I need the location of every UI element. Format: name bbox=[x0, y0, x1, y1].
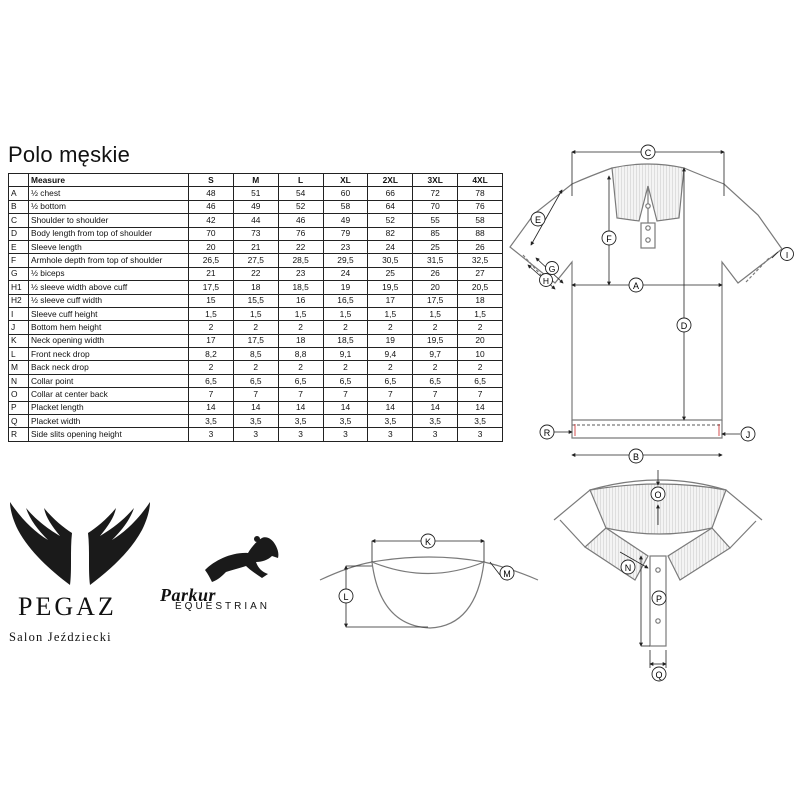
measure-name: ½ sleeve cuff width bbox=[29, 294, 189, 307]
measure-value: 7 bbox=[189, 388, 234, 401]
measure-value: 52 bbox=[278, 200, 323, 213]
measure-value: 31,5 bbox=[413, 254, 458, 267]
measure-name: Side slits opening height bbox=[29, 428, 189, 441]
svg-text:A: A bbox=[632, 281, 640, 291]
parkur-logo-subtitle: EQUESTRIAN bbox=[175, 601, 271, 612]
pegaz-wings-logo bbox=[10, 502, 150, 585]
measure-value: 73 bbox=[233, 227, 278, 240]
measure-value: 49 bbox=[323, 214, 368, 227]
measure-value: 19,5 bbox=[413, 334, 458, 347]
measure-value: 51 bbox=[233, 187, 278, 200]
measure-value: 29,5 bbox=[323, 254, 368, 267]
measure-name: Front neck drop bbox=[29, 348, 189, 361]
measure-value: 3,5 bbox=[413, 415, 458, 428]
measure-value: 18 bbox=[278, 334, 323, 347]
measure-name: ½ chest bbox=[29, 187, 189, 200]
measure-value: 55 bbox=[413, 214, 458, 227]
measure-value: 10 bbox=[458, 348, 503, 361]
measure-value: 1,5 bbox=[413, 307, 458, 320]
measure-value: 17 bbox=[189, 334, 234, 347]
measure-value: 22 bbox=[233, 267, 278, 280]
measure-value: 20 bbox=[189, 240, 234, 253]
diagram-label-r bbox=[540, 425, 554, 439]
header-size-xl: XL bbox=[323, 174, 368, 187]
diagram-label-p bbox=[652, 591, 666, 605]
measure-value: 82 bbox=[368, 227, 413, 240]
measure-value: 88 bbox=[458, 227, 503, 240]
header-size-2xl: 2XL bbox=[368, 174, 413, 187]
measure-code: M bbox=[9, 361, 29, 374]
measure-value: 70 bbox=[413, 200, 458, 213]
measure-value: 7 bbox=[233, 388, 278, 401]
measure-value: 6,5 bbox=[278, 374, 323, 387]
measure-value: 14 bbox=[368, 401, 413, 414]
measure-value: 58 bbox=[458, 214, 503, 227]
measure-value: 79 bbox=[323, 227, 368, 240]
measure-code: K bbox=[9, 334, 29, 347]
measure-code: E bbox=[9, 240, 29, 253]
measure-value: 2 bbox=[458, 361, 503, 374]
measure-value: 42 bbox=[189, 214, 234, 227]
measure-value: 2 bbox=[368, 321, 413, 334]
measure-value: 2 bbox=[233, 361, 278, 374]
diagram-label-a bbox=[629, 278, 643, 292]
measure-value: 2 bbox=[278, 361, 323, 374]
svg-text:I: I bbox=[785, 250, 789, 260]
measure-value: 8,2 bbox=[189, 348, 234, 361]
measure-value: 24 bbox=[368, 240, 413, 253]
measure-value: 14 bbox=[413, 401, 458, 414]
measure-code: A bbox=[9, 187, 29, 200]
svg-text:J: J bbox=[745, 430, 751, 440]
measure-value: 9,4 bbox=[368, 348, 413, 361]
measure-name: Sleeve cuff height bbox=[29, 307, 189, 320]
measure-value: 16 bbox=[278, 294, 323, 307]
diagram-label-q bbox=[652, 667, 666, 681]
measure-value: 48 bbox=[189, 187, 234, 200]
measure-value: 1,5 bbox=[368, 307, 413, 320]
parkur-horse-logo bbox=[205, 536, 278, 582]
measure-value: 2 bbox=[368, 361, 413, 374]
measure-value: 18,5 bbox=[323, 334, 368, 347]
pegaz-logo-text: PEGAZ bbox=[18, 592, 117, 621]
measure-value: 25 bbox=[413, 240, 458, 253]
measure-value: 14 bbox=[233, 401, 278, 414]
measure-value: 6,5 bbox=[233, 374, 278, 387]
measure-value: 2 bbox=[189, 361, 234, 374]
measure-code: I bbox=[9, 307, 29, 320]
measure-value: 14 bbox=[278, 401, 323, 414]
neckline-diagram bbox=[320, 541, 538, 628]
measure-value: 2 bbox=[413, 361, 458, 374]
measure-value: 1,5 bbox=[278, 307, 323, 320]
measure-value: 1,5 bbox=[323, 307, 368, 320]
measure-value: 17 bbox=[368, 294, 413, 307]
measure-value: 30,5 bbox=[368, 254, 413, 267]
measure-value: 20,5 bbox=[458, 281, 503, 294]
measure-value: 20 bbox=[458, 334, 503, 347]
measure-name: ½ biceps bbox=[29, 267, 189, 280]
measure-code: O bbox=[9, 388, 29, 401]
measure-value: 18,5 bbox=[278, 281, 323, 294]
svg-text:E: E bbox=[534, 215, 542, 225]
measure-value: 17,5 bbox=[413, 294, 458, 307]
measure-code: P bbox=[9, 401, 29, 414]
svg-text:M: M bbox=[503, 569, 511, 579]
measure-value: 72 bbox=[413, 187, 458, 200]
measure-value: 3,5 bbox=[189, 415, 234, 428]
polo-diagram bbox=[510, 164, 782, 438]
measure-value: 49 bbox=[233, 200, 278, 213]
measure-name: Armhole depth from top of shoulder bbox=[29, 254, 189, 267]
measure-name: Collar point bbox=[29, 374, 189, 387]
svg-text:P: P bbox=[655, 594, 663, 604]
measure-value: 6,5 bbox=[413, 374, 458, 387]
diagram-label-j bbox=[741, 427, 755, 441]
measure-value: 22 bbox=[278, 240, 323, 253]
measure-name: Bottom hem height bbox=[29, 321, 189, 334]
measure-value: 2 bbox=[189, 321, 234, 334]
measure-value: 1,5 bbox=[189, 307, 234, 320]
svg-text:H: H bbox=[542, 276, 550, 286]
header-size-s: S bbox=[189, 174, 234, 187]
diagram-label-e bbox=[531, 212, 545, 226]
measure-code: G bbox=[9, 267, 29, 280]
measure-value: 7 bbox=[278, 388, 323, 401]
measure-value: 3,5 bbox=[323, 415, 368, 428]
diagram-label-o bbox=[651, 487, 665, 501]
diagram-label-n bbox=[621, 560, 635, 574]
measure-value: 3,5 bbox=[278, 415, 323, 428]
header-size-l: L bbox=[278, 174, 323, 187]
svg-text:D: D bbox=[680, 321, 688, 331]
measure-name: Collar at center back bbox=[29, 388, 189, 401]
measure-value: 8,8 bbox=[278, 348, 323, 361]
diagram-label-d bbox=[677, 318, 691, 332]
measure-name: Neck opening width bbox=[29, 334, 189, 347]
measure-value: 2 bbox=[413, 321, 458, 334]
measure-value: 70 bbox=[189, 227, 234, 240]
measure-value: 46 bbox=[189, 200, 234, 213]
measure-value: 26 bbox=[458, 240, 503, 253]
measure-value: 60 bbox=[323, 187, 368, 200]
measure-code: H1 bbox=[9, 281, 29, 294]
measure-name: Placket width bbox=[29, 415, 189, 428]
measure-value: 76 bbox=[278, 227, 323, 240]
measure-value: 14 bbox=[189, 401, 234, 414]
measure-value: 15,5 bbox=[233, 294, 278, 307]
measure-code: J bbox=[9, 321, 29, 334]
header-size-3xl: 3XL bbox=[413, 174, 458, 187]
measure-value: 54 bbox=[278, 187, 323, 200]
measure-value: 28,5 bbox=[278, 254, 323, 267]
diagram-label-l bbox=[339, 589, 353, 603]
measure-value: 9,1 bbox=[323, 348, 368, 361]
measure-name: ½ bottom bbox=[29, 200, 189, 213]
measure-code: C bbox=[9, 214, 29, 227]
measure-code: F bbox=[9, 254, 29, 267]
measure-value: 8,5 bbox=[233, 348, 278, 361]
svg-text:K: K bbox=[424, 537, 432, 547]
measure-value: 26,5 bbox=[189, 254, 234, 267]
measure-value: 23 bbox=[278, 267, 323, 280]
measure-value: 3 bbox=[368, 428, 413, 441]
measure-code: B bbox=[9, 200, 29, 213]
diagram-label-b bbox=[629, 449, 643, 463]
measure-name: Placket length bbox=[29, 401, 189, 414]
measure-value: 3 bbox=[323, 428, 368, 441]
measure-value: 2 bbox=[458, 321, 503, 334]
measure-value: 19,5 bbox=[368, 281, 413, 294]
measure-value: 78 bbox=[458, 187, 503, 200]
measure-value: 21 bbox=[189, 267, 234, 280]
header-size-m: M bbox=[233, 174, 278, 187]
measure-value: 18 bbox=[233, 281, 278, 294]
measure-value: 2 bbox=[233, 321, 278, 334]
measure-value: 21 bbox=[233, 240, 278, 253]
measure-value: 85 bbox=[413, 227, 458, 240]
diagram-label-k bbox=[421, 534, 435, 548]
svg-text:O: O bbox=[654, 490, 662, 500]
measure-value: 19 bbox=[368, 334, 413, 347]
measure-code: Q bbox=[9, 415, 29, 428]
measure-value: 16,5 bbox=[323, 294, 368, 307]
measure-value: 27,5 bbox=[233, 254, 278, 267]
svg-text:L: L bbox=[343, 592, 349, 602]
diagram-label-m bbox=[500, 566, 514, 580]
measure-value: 6,5 bbox=[189, 374, 234, 387]
diagram-label-g bbox=[546, 262, 559, 275]
diagram-label-c bbox=[641, 145, 655, 159]
measure-value: 3,5 bbox=[233, 415, 278, 428]
measure-value: 20 bbox=[413, 281, 458, 294]
measure-value: 9,7 bbox=[413, 348, 458, 361]
measure-code: R bbox=[9, 428, 29, 441]
measure-value: 23 bbox=[323, 240, 368, 253]
measure-value: 3 bbox=[189, 428, 234, 441]
svg-text:G: G bbox=[548, 264, 556, 274]
svg-text:Q: Q bbox=[655, 670, 663, 680]
measure-value: 7 bbox=[458, 388, 503, 401]
measure-value: 1,5 bbox=[233, 307, 278, 320]
measure-value: 15 bbox=[189, 294, 234, 307]
measure-value: 6,5 bbox=[458, 374, 503, 387]
measure-value: 7 bbox=[323, 388, 368, 401]
measure-value: 19 bbox=[323, 281, 368, 294]
measure-name: Shoulder to shoulder bbox=[29, 214, 189, 227]
measure-code: D bbox=[9, 227, 29, 240]
collar-diagram bbox=[554, 480, 762, 646]
measure-value: 7 bbox=[368, 388, 413, 401]
measure-value: 14 bbox=[323, 401, 368, 414]
measure-value: 2 bbox=[278, 321, 323, 334]
measure-value: 58 bbox=[323, 200, 368, 213]
red-side-slit-marks bbox=[575, 424, 719, 436]
measure-value: 76 bbox=[458, 200, 503, 213]
measure-value: 6,5 bbox=[368, 374, 413, 387]
measure-value: 3,5 bbox=[368, 415, 413, 428]
measure-code: H2 bbox=[9, 294, 29, 307]
measure-code: N bbox=[9, 374, 29, 387]
measure-value: 44 bbox=[233, 214, 278, 227]
measure-name: Sleeve length bbox=[29, 240, 189, 253]
parkur-logo-text: Parkur bbox=[160, 585, 217, 605]
measure-value: 66 bbox=[368, 187, 413, 200]
measure-value: 27 bbox=[458, 267, 503, 280]
measure-value: 24 bbox=[323, 267, 368, 280]
svg-text:F: F bbox=[606, 234, 612, 244]
measure-value: 14 bbox=[458, 401, 503, 414]
svg-text:N: N bbox=[624, 563, 632, 573]
measure-value: 26 bbox=[413, 267, 458, 280]
measure-code: L bbox=[9, 348, 29, 361]
measure-value: 3 bbox=[233, 428, 278, 441]
pegaz-logo-subtitle: Salon Jeździecki bbox=[9, 630, 112, 644]
measure-value: 3 bbox=[413, 428, 458, 441]
svg-text:C: C bbox=[644, 148, 652, 158]
svg-text:B: B bbox=[632, 452, 640, 462]
svg-text:R: R bbox=[543, 428, 551, 438]
measure-name: ½ sleeve width above cuff bbox=[29, 281, 189, 294]
measure-value: 32,5 bbox=[458, 254, 503, 267]
measure-name: Body length from top of shoulder bbox=[29, 227, 189, 240]
measure-value: 2 bbox=[323, 361, 368, 374]
measure-name: Back neck drop bbox=[29, 361, 189, 374]
measure-value: 52 bbox=[368, 214, 413, 227]
measure-value: 3 bbox=[458, 428, 503, 441]
measure-value: 6,5 bbox=[323, 374, 368, 387]
measure-value: 3,5 bbox=[458, 415, 503, 428]
measure-value: 46 bbox=[278, 214, 323, 227]
measure-value: 25 bbox=[368, 267, 413, 280]
header-measure: Measure bbox=[29, 174, 189, 187]
diagram-label-f bbox=[602, 231, 616, 245]
header-size-4xl: 4XL bbox=[458, 174, 503, 187]
measure-value: 64 bbox=[368, 200, 413, 213]
measure-value: 3 bbox=[278, 428, 323, 441]
measure-value: 2 bbox=[323, 321, 368, 334]
diagram-label-h bbox=[540, 274, 553, 287]
measure-value: 17,5 bbox=[189, 281, 234, 294]
measure-value: 17,5 bbox=[233, 334, 278, 347]
measure-value: 1,5 bbox=[458, 307, 503, 320]
measure-value: 7 bbox=[413, 388, 458, 401]
measure-value: 18 bbox=[458, 294, 503, 307]
page-title: Polo męskie bbox=[8, 142, 131, 167]
diagram-label-i bbox=[781, 248, 794, 261]
